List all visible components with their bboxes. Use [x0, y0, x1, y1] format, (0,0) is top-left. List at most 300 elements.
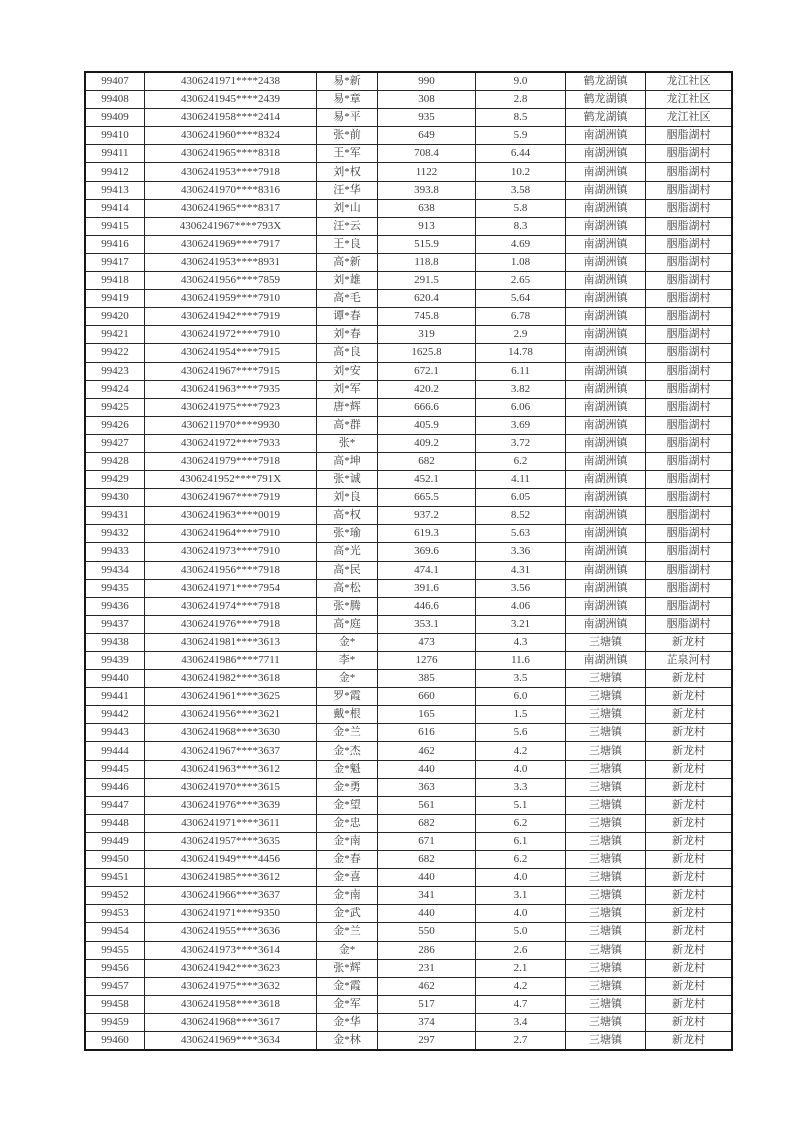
- table-row: [85, 109, 732, 127]
- town-name-cell: 南湖洲镇: [566, 507, 646, 525]
- person-name-cell: 金*华: [317, 1013, 378, 1031]
- person-name-cell: 王*良: [317, 235, 378, 253]
- id-number-masked-cell: 4306241942****7919: [145, 308, 317, 326]
- table-row: [85, 724, 732, 742]
- seq-number-cell: 99450: [85, 851, 145, 869]
- seq-number-cell: 99408: [85, 91, 145, 109]
- table-row: [85, 760, 732, 778]
- id-number-masked-cell: 4306241956****7918: [145, 561, 317, 579]
- records-table: [84, 71, 733, 1051]
- town-name-cell: 南湖洲镇: [566, 272, 646, 290]
- id-number-masked-cell: 4306241976****7918: [145, 615, 317, 633]
- table-row: [85, 181, 732, 199]
- village-name-cell: 新龙村: [646, 670, 733, 688]
- village-name-cell: 胭脂湖村: [646, 398, 733, 416]
- area-value-cell: 3.5: [476, 670, 566, 688]
- town-name-cell: 南湖洲镇: [566, 380, 646, 398]
- town-name-cell: 南湖洲镇: [566, 326, 646, 344]
- town-name-cell: 南湖洲镇: [566, 145, 646, 163]
- table-row: [85, 272, 732, 290]
- amount-value-cell: 935: [378, 109, 476, 127]
- id-number-masked-cell: 4306241973****7910: [145, 543, 317, 561]
- id-number-masked-cell: 4306241960****8324: [145, 127, 317, 145]
- village-name-cell: 新龙村: [646, 724, 733, 742]
- town-name-cell: 南湖洲镇: [566, 344, 646, 362]
- table-row: [85, 633, 732, 651]
- area-value-cell: 4.0: [476, 869, 566, 887]
- town-name-cell: 三塘镇: [566, 742, 646, 760]
- amount-value-cell: 440: [378, 760, 476, 778]
- amount-value-cell: 353.1: [378, 615, 476, 633]
- amount-value-cell: 420.2: [378, 380, 476, 398]
- area-value-cell: 14.78: [476, 344, 566, 362]
- id-number-masked-cell: 4306241971****7954: [145, 579, 317, 597]
- amount-value-cell: 682: [378, 814, 476, 832]
- town-name-cell: 三塘镇: [566, 814, 646, 832]
- table-row: [85, 995, 732, 1013]
- village-name-cell: 新龙村: [646, 941, 733, 959]
- id-number-masked-cell: 4306241964****7910: [145, 525, 317, 543]
- amount-value-cell: 660: [378, 688, 476, 706]
- table-row: [85, 416, 732, 434]
- area-value-cell: 2.9: [476, 326, 566, 344]
- seq-number-cell: 99427: [85, 434, 145, 452]
- area-value-cell: 4.3: [476, 633, 566, 651]
- person-name-cell: 金*军: [317, 995, 378, 1013]
- area-value-cell: 6.44: [476, 145, 566, 163]
- table-row: [85, 127, 732, 145]
- table-row: [85, 670, 732, 688]
- town-name-cell: 三塘镇: [566, 633, 646, 651]
- town-name-cell: 三塘镇: [566, 941, 646, 959]
- table-row: [85, 615, 732, 633]
- area-value-cell: 5.9: [476, 127, 566, 145]
- amount-value-cell: 649: [378, 127, 476, 145]
- id-number-masked-cell: 4306241963****7935: [145, 380, 317, 398]
- village-name-cell: 胭脂湖村: [646, 434, 733, 452]
- village-name-cell: 胭脂湖村: [646, 253, 733, 271]
- area-value-cell: 4.2: [476, 742, 566, 760]
- amount-value-cell: 369.6: [378, 543, 476, 561]
- table-row: [85, 235, 732, 253]
- seq-number-cell: 99409: [85, 109, 145, 127]
- town-name-cell: 南湖洲镇: [566, 199, 646, 217]
- area-value-cell: 4.7: [476, 995, 566, 1013]
- id-number-masked-cell: 4306241954****7915: [145, 344, 317, 362]
- town-name-cell: 南湖洲镇: [566, 127, 646, 145]
- area-value-cell: 1.5: [476, 706, 566, 724]
- id-number-masked-cell: 4306241971****2438: [145, 72, 317, 91]
- table-row: [85, 507, 732, 525]
- town-name-cell: 南湖洲镇: [566, 525, 646, 543]
- table-row: [85, 344, 732, 362]
- person-name-cell: 张*瑜: [317, 525, 378, 543]
- town-name-cell: 南湖洲镇: [566, 615, 646, 633]
- table-row: [85, 253, 732, 271]
- village-name-cell: 胭脂湖村: [646, 235, 733, 253]
- person-name-cell: 金*魁: [317, 760, 378, 778]
- table-row: [85, 652, 732, 670]
- area-value-cell: 4.69: [476, 235, 566, 253]
- person-name-cell: 张*腾: [317, 597, 378, 615]
- person-name-cell: 高*庭: [317, 615, 378, 633]
- person-name-cell: 戴*根: [317, 706, 378, 724]
- village-name-cell: 新龙村: [646, 742, 733, 760]
- id-number-masked-cell: 4306241985****3612: [145, 869, 317, 887]
- id-number-masked-cell: 4306241979****7918: [145, 452, 317, 470]
- village-name-cell: 新龙村: [646, 977, 733, 995]
- id-number-masked-cell: 4306241967****7915: [145, 362, 317, 380]
- area-value-cell: 5.6: [476, 724, 566, 742]
- id-number-masked-cell: 4306241969****7917: [145, 235, 317, 253]
- table-row: [85, 706, 732, 724]
- village-name-cell: 新龙村: [646, 688, 733, 706]
- table-row: [85, 977, 732, 995]
- area-value-cell: 3.69: [476, 416, 566, 434]
- town-name-cell: 鹤龙湖镇: [566, 72, 646, 91]
- id-number-masked-cell: 4306241958****3618: [145, 995, 317, 1013]
- table-row: [85, 579, 732, 597]
- area-value-cell: 6.78: [476, 308, 566, 326]
- amount-value-cell: 319: [378, 326, 476, 344]
- person-name-cell: 刘*安: [317, 362, 378, 380]
- amount-value-cell: 616: [378, 724, 476, 742]
- area-value-cell: 11.6: [476, 652, 566, 670]
- amount-value-cell: 440: [378, 905, 476, 923]
- town-name-cell: 鹤龙湖镇: [566, 91, 646, 109]
- area-value-cell: 8.52: [476, 507, 566, 525]
- id-number-masked-cell: 4306241975****7923: [145, 398, 317, 416]
- area-value-cell: 9.0: [476, 72, 566, 91]
- town-name-cell: 三塘镇: [566, 796, 646, 814]
- amount-value-cell: 409.2: [378, 434, 476, 452]
- village-name-cell: 胭脂湖村: [646, 217, 733, 235]
- id-number-masked-cell: 4306241952****791X: [145, 471, 317, 489]
- table-row: [85, 905, 732, 923]
- village-name-cell: 龙江社区: [646, 109, 733, 127]
- town-name-cell: 三塘镇: [566, 832, 646, 850]
- person-name-cell: 高*光: [317, 543, 378, 561]
- table-row: [85, 489, 732, 507]
- table-row: [85, 362, 732, 380]
- table-row: [85, 742, 732, 760]
- amount-value-cell: 682: [378, 851, 476, 869]
- person-name-cell: 金*: [317, 941, 378, 959]
- village-name-cell: 胭脂湖村: [646, 561, 733, 579]
- table-row: [85, 163, 732, 181]
- town-name-cell: 三塘镇: [566, 995, 646, 1013]
- amount-value-cell: 745.8: [378, 308, 476, 326]
- town-name-cell: 三塘镇: [566, 977, 646, 995]
- person-name-cell: 唐*辉: [317, 398, 378, 416]
- id-number-masked-cell: 4306241957****3635: [145, 832, 317, 850]
- town-name-cell: 鹤龙湖镇: [566, 109, 646, 127]
- table-row: [85, 471, 732, 489]
- area-value-cell: 4.11: [476, 471, 566, 489]
- id-number-masked-cell: 4306241968****3630: [145, 724, 317, 742]
- table-row: [85, 326, 732, 344]
- id-number-masked-cell: 4306241975****3632: [145, 977, 317, 995]
- id-number-masked-cell: 4306241974****7918: [145, 597, 317, 615]
- table-row: [85, 851, 732, 869]
- seq-number-cell: 99436: [85, 597, 145, 615]
- town-name-cell: 南湖洲镇: [566, 489, 646, 507]
- person-name-cell: 金*春: [317, 851, 378, 869]
- person-name-cell: 易*平: [317, 109, 378, 127]
- amount-value-cell: 638: [378, 199, 476, 217]
- seq-number-cell: 99439: [85, 652, 145, 670]
- town-name-cell: 三塘镇: [566, 851, 646, 869]
- id-number-masked-cell: 4306241945****2439: [145, 91, 317, 109]
- amount-value-cell: 297: [378, 1031, 476, 1050]
- seq-number-cell: 99460: [85, 1031, 145, 1050]
- person-name-cell: 高*权: [317, 507, 378, 525]
- area-value-cell: 3.3: [476, 778, 566, 796]
- person-name-cell: 金*武: [317, 905, 378, 923]
- seq-number-cell: 99412: [85, 163, 145, 181]
- amount-value-cell: 517: [378, 995, 476, 1013]
- table-row: [85, 597, 732, 615]
- town-name-cell: 三塘镇: [566, 1013, 646, 1031]
- area-value-cell: 6.05: [476, 489, 566, 507]
- area-value-cell: 6.11: [476, 362, 566, 380]
- area-value-cell: 8.5: [476, 109, 566, 127]
- id-number-masked-cell: 4306241969****3634: [145, 1031, 317, 1050]
- area-value-cell: 3.21: [476, 615, 566, 633]
- person-name-cell: 高*坤: [317, 452, 378, 470]
- table-row: [85, 543, 732, 561]
- table-row: [85, 814, 732, 832]
- area-value-cell: 4.2: [476, 977, 566, 995]
- town-name-cell: 南湖洲镇: [566, 561, 646, 579]
- seq-number-cell: 99410: [85, 127, 145, 145]
- amount-value-cell: 474.1: [378, 561, 476, 579]
- seq-number-cell: 99457: [85, 977, 145, 995]
- amount-value-cell: 515.9: [378, 235, 476, 253]
- town-name-cell: 南湖洲镇: [566, 579, 646, 597]
- town-name-cell: 南湖洲镇: [566, 290, 646, 308]
- id-number-masked-cell: 4306241965****8317: [145, 199, 317, 217]
- amount-value-cell: 1625.8: [378, 344, 476, 362]
- amount-value-cell: 1276: [378, 652, 476, 670]
- area-value-cell: 3.58: [476, 181, 566, 199]
- table-row: [85, 290, 732, 308]
- seq-number-cell: 99421: [85, 326, 145, 344]
- amount-value-cell: 990: [378, 72, 476, 91]
- town-name-cell: 三塘镇: [566, 724, 646, 742]
- village-name-cell: 新龙村: [646, 869, 733, 887]
- area-value-cell: 2.8: [476, 91, 566, 109]
- seq-number-cell: 99424: [85, 380, 145, 398]
- village-name-cell: 胭脂湖村: [646, 416, 733, 434]
- area-value-cell: 6.2: [476, 851, 566, 869]
- village-name-cell: 新龙村: [646, 1031, 733, 1050]
- id-number-masked-cell: 4306241956****7859: [145, 272, 317, 290]
- person-name-cell: 金*兰: [317, 724, 378, 742]
- amount-value-cell: 620.4: [378, 290, 476, 308]
- seq-number-cell: 99418: [85, 272, 145, 290]
- seq-number-cell: 99413: [85, 181, 145, 199]
- person-name-cell: 谭*春: [317, 308, 378, 326]
- person-name-cell: 刘*权: [317, 163, 378, 181]
- town-name-cell: 三塘镇: [566, 706, 646, 724]
- village-name-cell: 胭脂湖村: [646, 380, 733, 398]
- table-row: [85, 832, 732, 850]
- table-row: [85, 452, 732, 470]
- person-name-cell: 汪*华: [317, 181, 378, 199]
- id-number-masked-cell: 4306241970****3615: [145, 778, 317, 796]
- seq-number-cell: 99444: [85, 742, 145, 760]
- village-name-cell: 胭脂湖村: [646, 362, 733, 380]
- area-value-cell: 3.1: [476, 887, 566, 905]
- person-name-cell: 金*喜: [317, 869, 378, 887]
- seq-number-cell: 99435: [85, 579, 145, 597]
- amount-value-cell: 341: [378, 887, 476, 905]
- village-name-cell: 胭脂湖村: [646, 525, 733, 543]
- id-number-masked-cell: 4306211970****9930: [145, 416, 317, 434]
- person-name-cell: 金*杰: [317, 742, 378, 760]
- village-name-cell: 新龙村: [646, 778, 733, 796]
- amount-value-cell: 462: [378, 977, 476, 995]
- seq-number-cell: 99407: [85, 72, 145, 91]
- area-value-cell: 3.36: [476, 543, 566, 561]
- seq-number-cell: 99411: [85, 145, 145, 163]
- amount-value-cell: 913: [378, 217, 476, 235]
- amount-value-cell: 405.9: [378, 416, 476, 434]
- town-name-cell: 三塘镇: [566, 887, 646, 905]
- seq-number-cell: 99417: [85, 253, 145, 271]
- village-name-cell: 新龙村: [646, 851, 733, 869]
- area-value-cell: 3.82: [476, 380, 566, 398]
- person-name-cell: 金*勇: [317, 778, 378, 796]
- table-row: [85, 869, 732, 887]
- town-name-cell: 三塘镇: [566, 688, 646, 706]
- id-number-masked-cell: 4306241973****3614: [145, 941, 317, 959]
- town-name-cell: 南湖洲镇: [566, 434, 646, 452]
- village-name-cell: 新龙村: [646, 959, 733, 977]
- person-name-cell: 金*南: [317, 832, 378, 850]
- amount-value-cell: 385: [378, 670, 476, 688]
- seq-number-cell: 99445: [85, 760, 145, 778]
- table-row: [85, 778, 732, 796]
- person-name-cell: 高*毛: [317, 290, 378, 308]
- amount-value-cell: 665.5: [378, 489, 476, 507]
- amount-value-cell: 666.6: [378, 398, 476, 416]
- village-name-cell: 胭脂湖村: [646, 272, 733, 290]
- village-name-cell: 胭脂湖村: [646, 145, 733, 163]
- area-value-cell: 2.65: [476, 272, 566, 290]
- area-value-cell: 5.8: [476, 199, 566, 217]
- seq-number-cell: 99419: [85, 290, 145, 308]
- seq-number-cell: 99422: [85, 344, 145, 362]
- village-name-cell: 新龙村: [646, 814, 733, 832]
- area-value-cell: 5.1: [476, 796, 566, 814]
- seq-number-cell: 99432: [85, 525, 145, 543]
- village-name-cell: 龙江社区: [646, 72, 733, 91]
- town-name-cell: 南湖洲镇: [566, 308, 646, 326]
- area-value-cell: 3.4: [476, 1013, 566, 1031]
- seq-number-cell: 99458: [85, 995, 145, 1013]
- village-name-cell: 胭脂湖村: [646, 199, 733, 217]
- amount-value-cell: 374: [378, 1013, 476, 1031]
- area-value-cell: 8.3: [476, 217, 566, 235]
- seq-number-cell: 99426: [85, 416, 145, 434]
- table-row: [85, 941, 732, 959]
- amount-value-cell: 165: [378, 706, 476, 724]
- village-name-cell: 新龙村: [646, 796, 733, 814]
- amount-value-cell: 561: [378, 796, 476, 814]
- person-name-cell: 刘*军: [317, 380, 378, 398]
- id-number-masked-cell: 4306241972****7910: [145, 326, 317, 344]
- id-number-masked-cell: 4306241967****793X: [145, 217, 317, 235]
- seq-number-cell: 99454: [85, 923, 145, 941]
- seq-number-cell: 99433: [85, 543, 145, 561]
- town-name-cell: 三塘镇: [566, 869, 646, 887]
- area-value-cell: 4.31: [476, 561, 566, 579]
- table-row: [85, 887, 732, 905]
- table-row: [85, 308, 732, 326]
- id-number-masked-cell: 4306241968****3617: [145, 1013, 317, 1031]
- town-name-cell: 三塘镇: [566, 670, 646, 688]
- person-name-cell: 刘*山: [317, 199, 378, 217]
- seq-number-cell: 99459: [85, 1013, 145, 1031]
- table-row: [85, 72, 732, 91]
- seq-number-cell: 99420: [85, 308, 145, 326]
- id-number-masked-cell: 4306241967****3637: [145, 742, 317, 760]
- table-row: [85, 1013, 732, 1031]
- amount-value-cell: 308: [378, 91, 476, 109]
- amount-value-cell: 619.3: [378, 525, 476, 543]
- id-number-masked-cell: 4306241971****3611: [145, 814, 317, 832]
- village-name-cell: 胭脂湖村: [646, 127, 733, 145]
- village-name-cell: 胭脂湖村: [646, 344, 733, 362]
- id-number-masked-cell: 4306241949****4456: [145, 851, 317, 869]
- table-row: [85, 199, 732, 217]
- town-name-cell: 三塘镇: [566, 760, 646, 778]
- id-number-masked-cell: 4306241963****3612: [145, 760, 317, 778]
- person-name-cell: 刘*雄: [317, 272, 378, 290]
- town-name-cell: 南湖洲镇: [566, 416, 646, 434]
- amount-value-cell: 452.1: [378, 471, 476, 489]
- area-value-cell: 4.0: [476, 905, 566, 923]
- seq-number-cell: 99428: [85, 452, 145, 470]
- town-name-cell: 三塘镇: [566, 778, 646, 796]
- id-number-masked-cell: 4306241966****3637: [145, 887, 317, 905]
- id-number-masked-cell: 4306241982****3618: [145, 670, 317, 688]
- amount-value-cell: 363: [378, 778, 476, 796]
- area-value-cell: 4.0: [476, 760, 566, 778]
- id-number-masked-cell: 4306241961****3625: [145, 688, 317, 706]
- village-name-cell: 胭脂湖村: [646, 507, 733, 525]
- town-name-cell: 三塘镇: [566, 905, 646, 923]
- area-value-cell: 3.56: [476, 579, 566, 597]
- town-name-cell: 三塘镇: [566, 1031, 646, 1050]
- id-number-masked-cell: 4306241956****3621: [145, 706, 317, 724]
- person-name-cell: 张*: [317, 434, 378, 452]
- amount-value-cell: 391.6: [378, 579, 476, 597]
- village-name-cell: 胭脂湖村: [646, 308, 733, 326]
- table-row: [85, 796, 732, 814]
- person-name-cell: 金*忠: [317, 814, 378, 832]
- town-name-cell: 南湖洲镇: [566, 163, 646, 181]
- area-value-cell: 3.72: [476, 434, 566, 452]
- id-number-masked-cell: 4306241959****7910: [145, 290, 317, 308]
- id-number-masked-cell: 4306241970****8316: [145, 181, 317, 199]
- amount-value-cell: 1122: [378, 163, 476, 181]
- area-value-cell: 2.1: [476, 959, 566, 977]
- table-row: [85, 398, 732, 416]
- id-number-masked-cell: 4306241967****7919: [145, 489, 317, 507]
